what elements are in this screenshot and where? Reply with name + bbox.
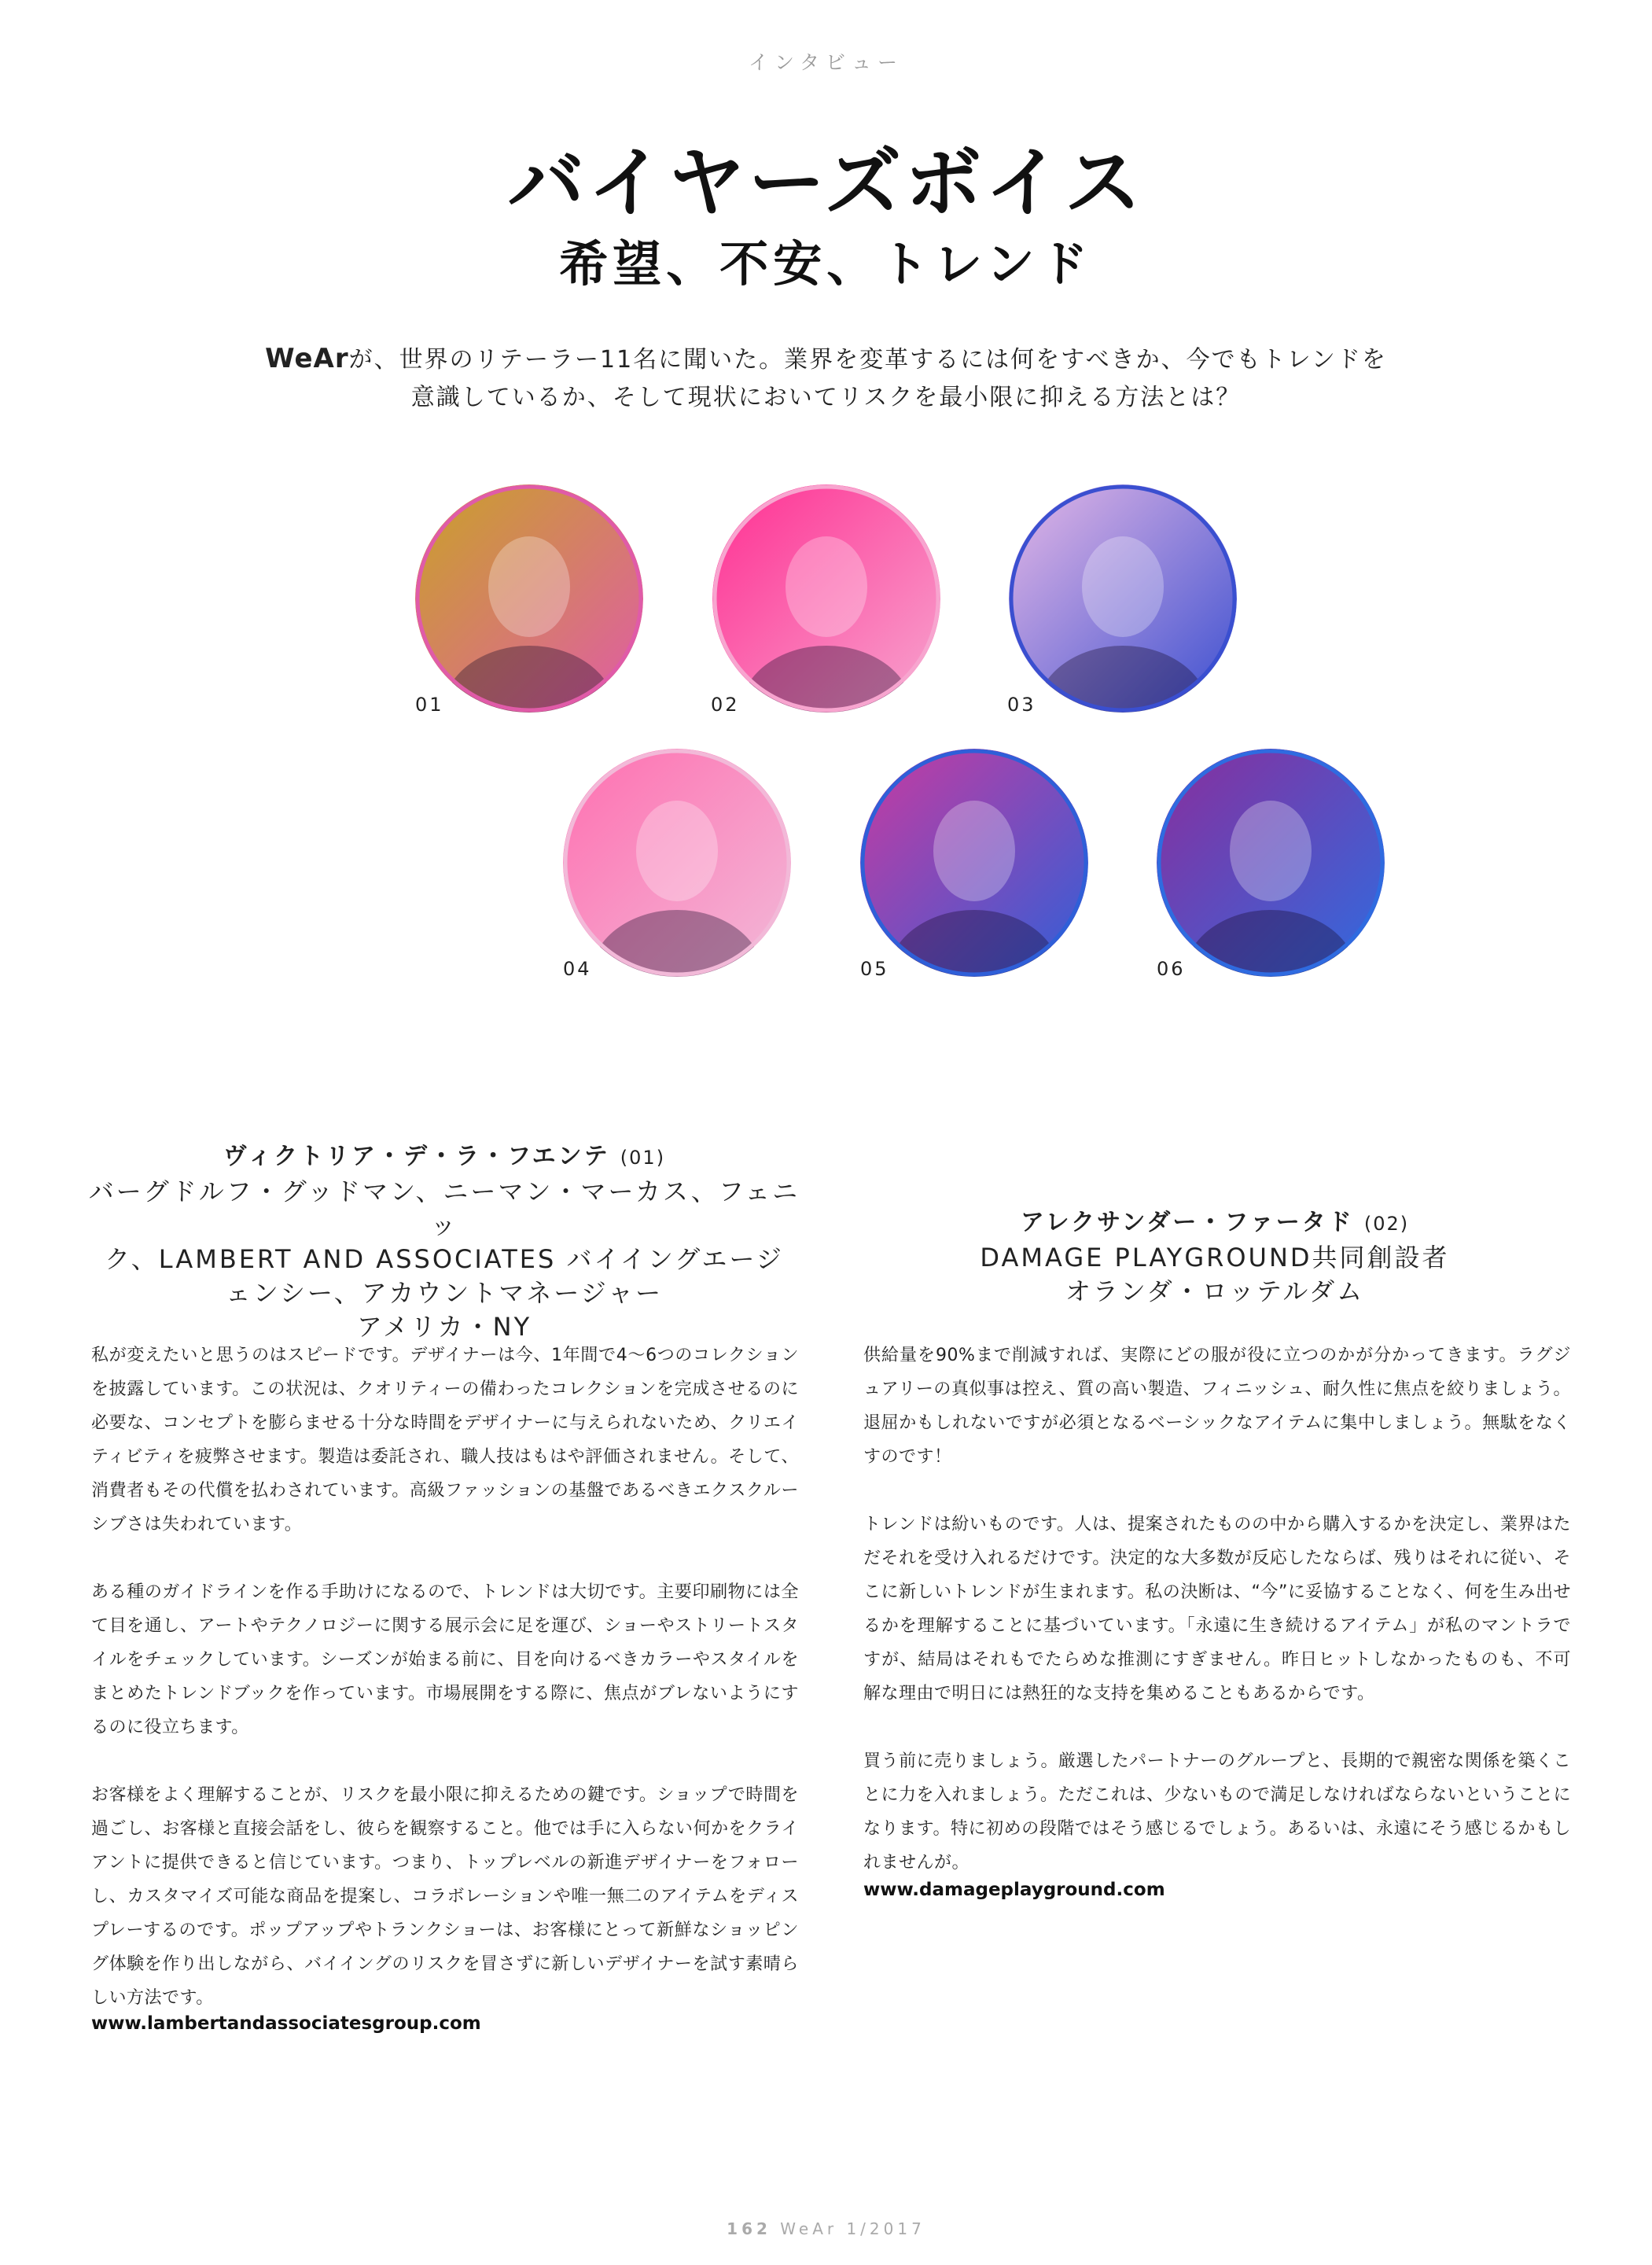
paragraph: 私が変えたいと思うのはスピードです。デザイナーは今、1年間で4〜6つのコレクションを披露しています。この状況は、クオリティーの備わったコレクションを完成させるのに必要な、コンセプトを膨らませる十分な時間をデザイナーに与えられないため、クリエイティビティを疲弊させます。製造は委託され、職人技はもはや評価されません。そして、消費者もその代償を払わされています。高級ファッションの基盤であるべきエクスクルーシブさは失われています。 bbox=[91, 1346, 799, 1534]
portrait-06 bbox=[1157, 749, 1385, 977]
page-footer bbox=[0, 2219, 1652, 2238]
bio-name: ヴィクトリア・デ・ラ・フエンテ bbox=[223, 1143, 610, 1170]
paragraph: 供給量を90%まで削減すれば、実際にどの服が役に立つのかが分かってきます。ラグジュアリーの真似事は控え、質の高い製造、フィニッシュ、耐久性に焦点を絞りましょう。退屈かもしれないですが必須となるベーシックなアイテムに集中しましょう。無駄をなくすのです！ bbox=[863, 1346, 1571, 1467]
bio-tag: (02) bbox=[1363, 1213, 1410, 1235]
portrait-number-03: 03 bbox=[1007, 694, 1036, 716]
bio-victoria bbox=[86, 1139, 802, 1344]
bio-name: アレクサンダー・ファータド bbox=[1020, 1209, 1354, 1236]
bio-alexander bbox=[857, 1205, 1573, 1309]
portrait-photo-icon bbox=[712, 484, 940, 713]
bio-affiliation-2: ク、LAMBERT AND ASSOCIATES バイイングエージ bbox=[105, 1244, 784, 1274]
portrait-number-06: 06 bbox=[1157, 958, 1186, 980]
portrait-photo-icon bbox=[1009, 484, 1237, 713]
paragraph: お客様をよく理解することが、リスクを最小限に抑えるための鍵です。ショップで時間を過ごし、お客様と直接会話をし、彼らを観察すること。他では手に入らない何かをクライアントに提供できると信じています。つまり、トップレベルの新進デザイナーをフォローし、カスタマイズ可能な商品を提案し、コラボレーションや唯一無二のアイテムをディスプレーするのです。ポップアップやトランクショーは、お客様にとって新鮮なショッピング体験を作り出しながら、バイイングのリスクを冒さずに新しいデザイナーを試す素晴らしい方法です。 bbox=[91, 1785, 799, 2008]
bio-location: アメリカ・NY bbox=[356, 1312, 532, 1342]
page-subtitle: 希望、不安、トレンド bbox=[559, 235, 1093, 293]
left-article-body bbox=[91, 1339, 799, 2015]
portrait-photo-icon bbox=[1157, 749, 1385, 977]
lambert-website-link[interactable]: www.lambertandassociatesgroup.com bbox=[91, 2013, 481, 2034]
portrait-photo-icon bbox=[860, 749, 1088, 977]
bio-tag: (01) bbox=[620, 1147, 666, 1169]
damage-playground-website-link[interactable]: www.damageplayground.com bbox=[863, 1880, 1165, 1900]
page-number: 162 bbox=[727, 2219, 771, 2238]
right-article-body bbox=[863, 1339, 1571, 1880]
intro-text bbox=[236, 340, 1416, 417]
portrait-01 bbox=[415, 484, 643, 713]
portrait-number-02: 02 bbox=[711, 694, 740, 716]
bio-affiliation-3: ェンシー、アカウントマネージャー bbox=[225, 1278, 664, 1308]
issue-label: WeAr 1/2017 bbox=[780, 2219, 925, 2238]
portrait-05 bbox=[860, 749, 1088, 977]
paragraph: ある種のガイドラインを作る手助けになるので、トレンドは大切です。主要印刷物には全て目を通し、アートやテクノロジーに関する展示会に足を運び、ショーやストリートスタイルをチェックしています。シーズンが始まる前に、目を向けるべきカラーやスタイルをまとめたトレンドブックを作っています。市場展開をする際に、焦点がブレないようにするのに役立ちます。 bbox=[91, 1582, 799, 1737]
bio-location: オランダ・ロッテルダム bbox=[1065, 1276, 1365, 1306]
page-title: バイヤーズボイス bbox=[507, 138, 1145, 228]
bio-name-line bbox=[857, 1205, 1573, 1241]
portrait-number-01: 01 bbox=[415, 694, 444, 716]
portrait-02 bbox=[712, 484, 940, 713]
bio-affiliation-1: DAMAGE PLAYGROUND共同創設者 bbox=[980, 1243, 1450, 1272]
portrait-number-04: 04 bbox=[563, 958, 592, 980]
bio-name-line bbox=[86, 1139, 802, 1175]
bio-affiliation-1: バーグドルフ・グッドマン、ニーマン・マーカス、フェニッ bbox=[88, 1177, 800, 1240]
paragraph: 買う前に売りましょう。厳選したパートナーのグループと、長期的で親密な関係を築くことに力を入れましょう。ただこれは、少ないもので満足しなければならないということになります。特に初めの段階ではそう感じるでしょう。あるいは、永遠にそう感じるかもしれませんが。 bbox=[863, 1751, 1572, 1873]
intro-line-1 bbox=[236, 340, 1416, 379]
intro-line-2: 意識しているか、そして現状においてリスクを最小限に抑える方法とは？ bbox=[410, 384, 1242, 411]
paragraph: トレンドは紛いものです。人は、提案されたものの中から購入するかを決定し、業界はただそれを受け入れるだけです。決定的な大多数が反応したならば、残りはそれに従い、そこに新しいトレンドが生まれます。私の決断は、“今”に妥協することなく、何を生み出せるかを理解することに基づいています。「永遠に生き続けるアイテム」が私のマントラですが、結局はそれもでたらめな推測にすぎません。昨日ヒットしなかったものも、不可解な理由で明日には熱狂的な支持を集めることもあるからです。 bbox=[863, 1515, 1571, 1703]
portrait-number-05: 05 bbox=[860, 958, 889, 980]
portrait-04 bbox=[563, 749, 791, 977]
portrait-photo-icon bbox=[415, 484, 643, 713]
portrait-03 bbox=[1009, 484, 1237, 713]
portrait-photo-icon bbox=[563, 749, 791, 977]
intro-brand: WeAr bbox=[265, 343, 349, 374]
intro-line-1-rest: が、世界のリテーラー11名に聞いた。業界を変革するには何をすべきか、今でもトレンドを bbox=[348, 346, 1387, 374]
section-label: インタビュー bbox=[748, 51, 903, 74]
